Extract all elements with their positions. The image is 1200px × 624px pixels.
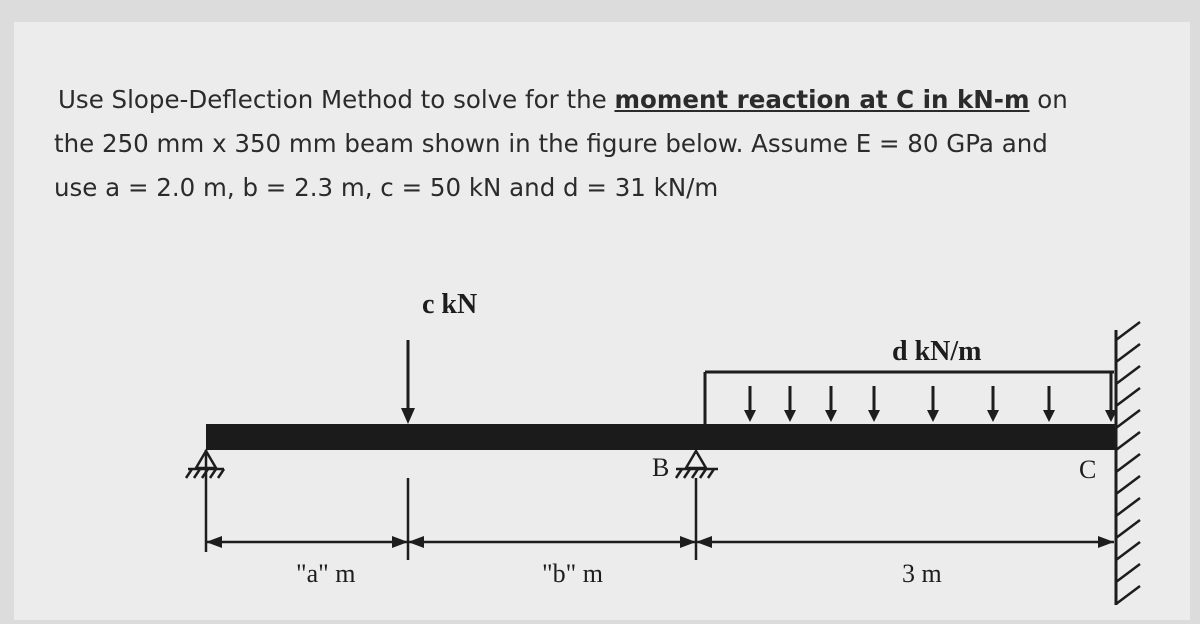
problem-line-3: use a = 2.0 m, b = 2.3 m, c = 50 kN and d = 31 kN/m xyxy=(54,173,719,202)
support-b-label: B xyxy=(652,453,670,482)
beam xyxy=(206,424,1116,450)
point-load-label: c kN xyxy=(422,289,478,320)
problem-line-1-text: Use Slope-Deflection Method to solve for the xyxy=(58,85,615,114)
support-c-fixed xyxy=(1116,322,1140,605)
problem-line-1-end: on xyxy=(1029,85,1068,114)
dim-a-label: "a" m xyxy=(296,559,356,588)
problem-emphasis: moment reaction at C in kN-m xyxy=(614,85,1030,114)
problem-line-2: the 250 mm x 350 mm beam shown in the figure below. Assume E = 80 GPa and xyxy=(54,129,1048,158)
point-load-arrow xyxy=(401,340,415,424)
support-b-pin xyxy=(676,451,718,478)
dim-3-label: 3 m xyxy=(902,559,942,588)
support-c-label: C xyxy=(1079,455,1097,484)
dim-b-label: "b" m xyxy=(542,559,603,588)
distributed-load-label: d kN/m xyxy=(892,336,982,367)
distributed-load xyxy=(705,372,1117,424)
